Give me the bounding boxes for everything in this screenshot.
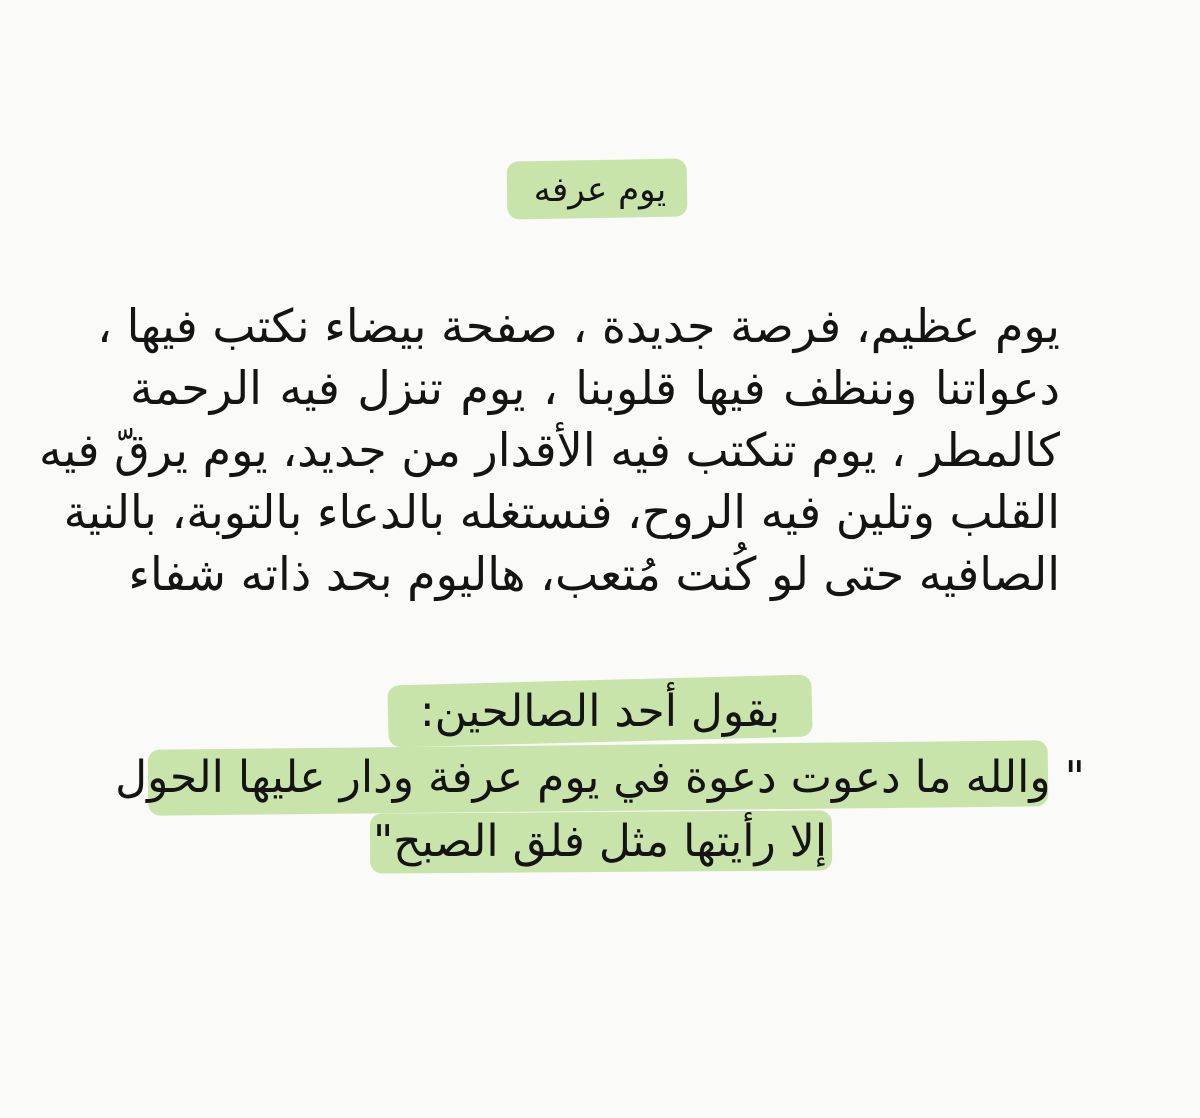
quote-line: إلا رأيتها مثل فلق الصبح" [372,816,828,867]
body-line: دعواتنا وننظف فيها قلوبنا ، يوم تنزل فيه الرحمة [130,361,1060,415]
body-paragraph [38,295,1060,605]
body-line: القلب وتلين فيه الروح، فنستغله بالدعاء بالتوبة، بالنية [63,485,1060,539]
quote-line: " والله ما دعوت دعوة في يوم عرفة ودار عليها الحول [115,752,1085,803]
body-line: الصافيه حتى لو كُنت مُتعب، هاليوم بحد ذاته شفاء [128,547,1060,601]
body-line: كالمطر ، يوم تنكتب فيه الأقدار من جديد، يوم يرقّ فيه [38,423,1060,477]
quote-intro: بقول أحد الصالحين: [419,686,781,737]
body-line: يوم عظيم، فرصة جديدة ، صفحة بيضاء نكتب فيها ، [97,299,1060,353]
page-title: يوم عرفه [533,170,667,210]
